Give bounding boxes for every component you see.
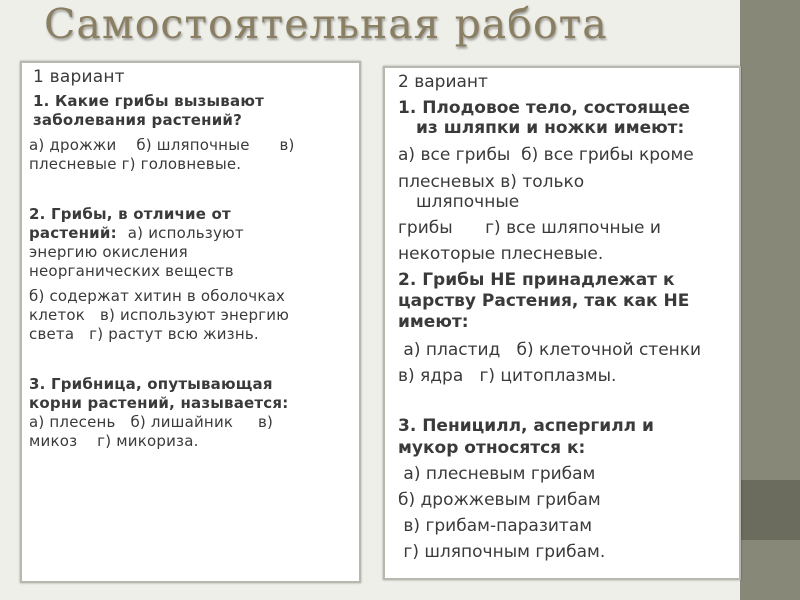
v2-q2-line: имеют:	[398, 312, 469, 332]
v2-q1-answer: шляпочные	[416, 192, 520, 212]
v2-q1-answer: плесневых в) только	[398, 172, 585, 192]
v1-q3-line: корни растений, называется:	[29, 394, 289, 412]
v1-q3-answer-inline: а) плесень б) лишайник в)	[29, 413, 274, 431]
v2-q1-answer: грибы г) все шляпочные и	[398, 218, 661, 238]
decorative-side-block	[740, 480, 800, 540]
v2-q1-answer: а) все грибы б) все грибы кроме	[398, 145, 694, 165]
v1-q1-line: заболевания растений?	[33, 111, 243, 129]
v1-q2-stem: 2. Грибы, в отличие от	[29, 205, 231, 223]
v1-q2-answer: света г) растут всю жизнь.	[29, 325, 259, 343]
v2-q3-answer: г) шляпочным грибам.	[398, 542, 606, 562]
page-title: Самостоятельная работа	[44, 0, 608, 48]
v2-q3-answer: в) грибам-паразитам	[398, 516, 593, 536]
v1-q1-answer: плесневые г) головневые.	[29, 155, 242, 173]
v2-q2-line: 2. Грибы НЕ принадлежат к	[398, 270, 675, 290]
v2-q2-line: царству Растения, так как НЕ	[398, 291, 690, 311]
v1-q1-line: 1. Какие грибы вызывают	[33, 92, 264, 110]
v2-q3-answer: а) плесневым грибам	[398, 464, 596, 484]
v2-q1-answer: некоторые плесневые.	[398, 244, 604, 264]
v2-q1-line: из шляпки и ножки имеют:	[416, 118, 685, 138]
v1-q2-stem-end: растений:	[29, 224, 117, 242]
v1-q2-answer: неорганических веществ	[29, 262, 234, 280]
v2-q3-line: мукор относятся к:	[398, 438, 586, 458]
v1-q2-answer: б) содержат хитин в оболочках	[29, 287, 286, 305]
v1-q2-answer: клеток в) используют энергию	[29, 306, 290, 324]
variant-2-heading: 2 вариант	[398, 72, 488, 92]
variant-1-heading: 1 вариант	[33, 67, 125, 87]
variant-1-card	[20, 61, 361, 583]
v1-q1-answer: а) дрожжи б) шляпочные в)	[29, 136, 295, 154]
v1-q2-answer-inline: а) используют	[127, 224, 244, 242]
v1-q3-line: 3. Грибница, опутывающая	[29, 375, 273, 393]
v1-q2-stem-row	[29, 226, 244, 241]
variant-2-card	[383, 66, 741, 580]
v2-q3-line: 3. Пеницилл, аспергилл и	[398, 416, 654, 436]
v2-q2-answer: а) пластид б) клеточной стенки	[398, 340, 702, 360]
v2-q3-answer: б) дрожжевым грибам	[398, 490, 601, 510]
v1-q2-answer: энергию окисления	[29, 243, 188, 261]
v2-q1-line: 1. Плодовое тело, состоящее	[398, 98, 690, 118]
v1-q3-answer: микоз г) микориза.	[29, 432, 199, 450]
v2-q2-answer: в) ядра г) цитоплазмы.	[398, 366, 617, 386]
